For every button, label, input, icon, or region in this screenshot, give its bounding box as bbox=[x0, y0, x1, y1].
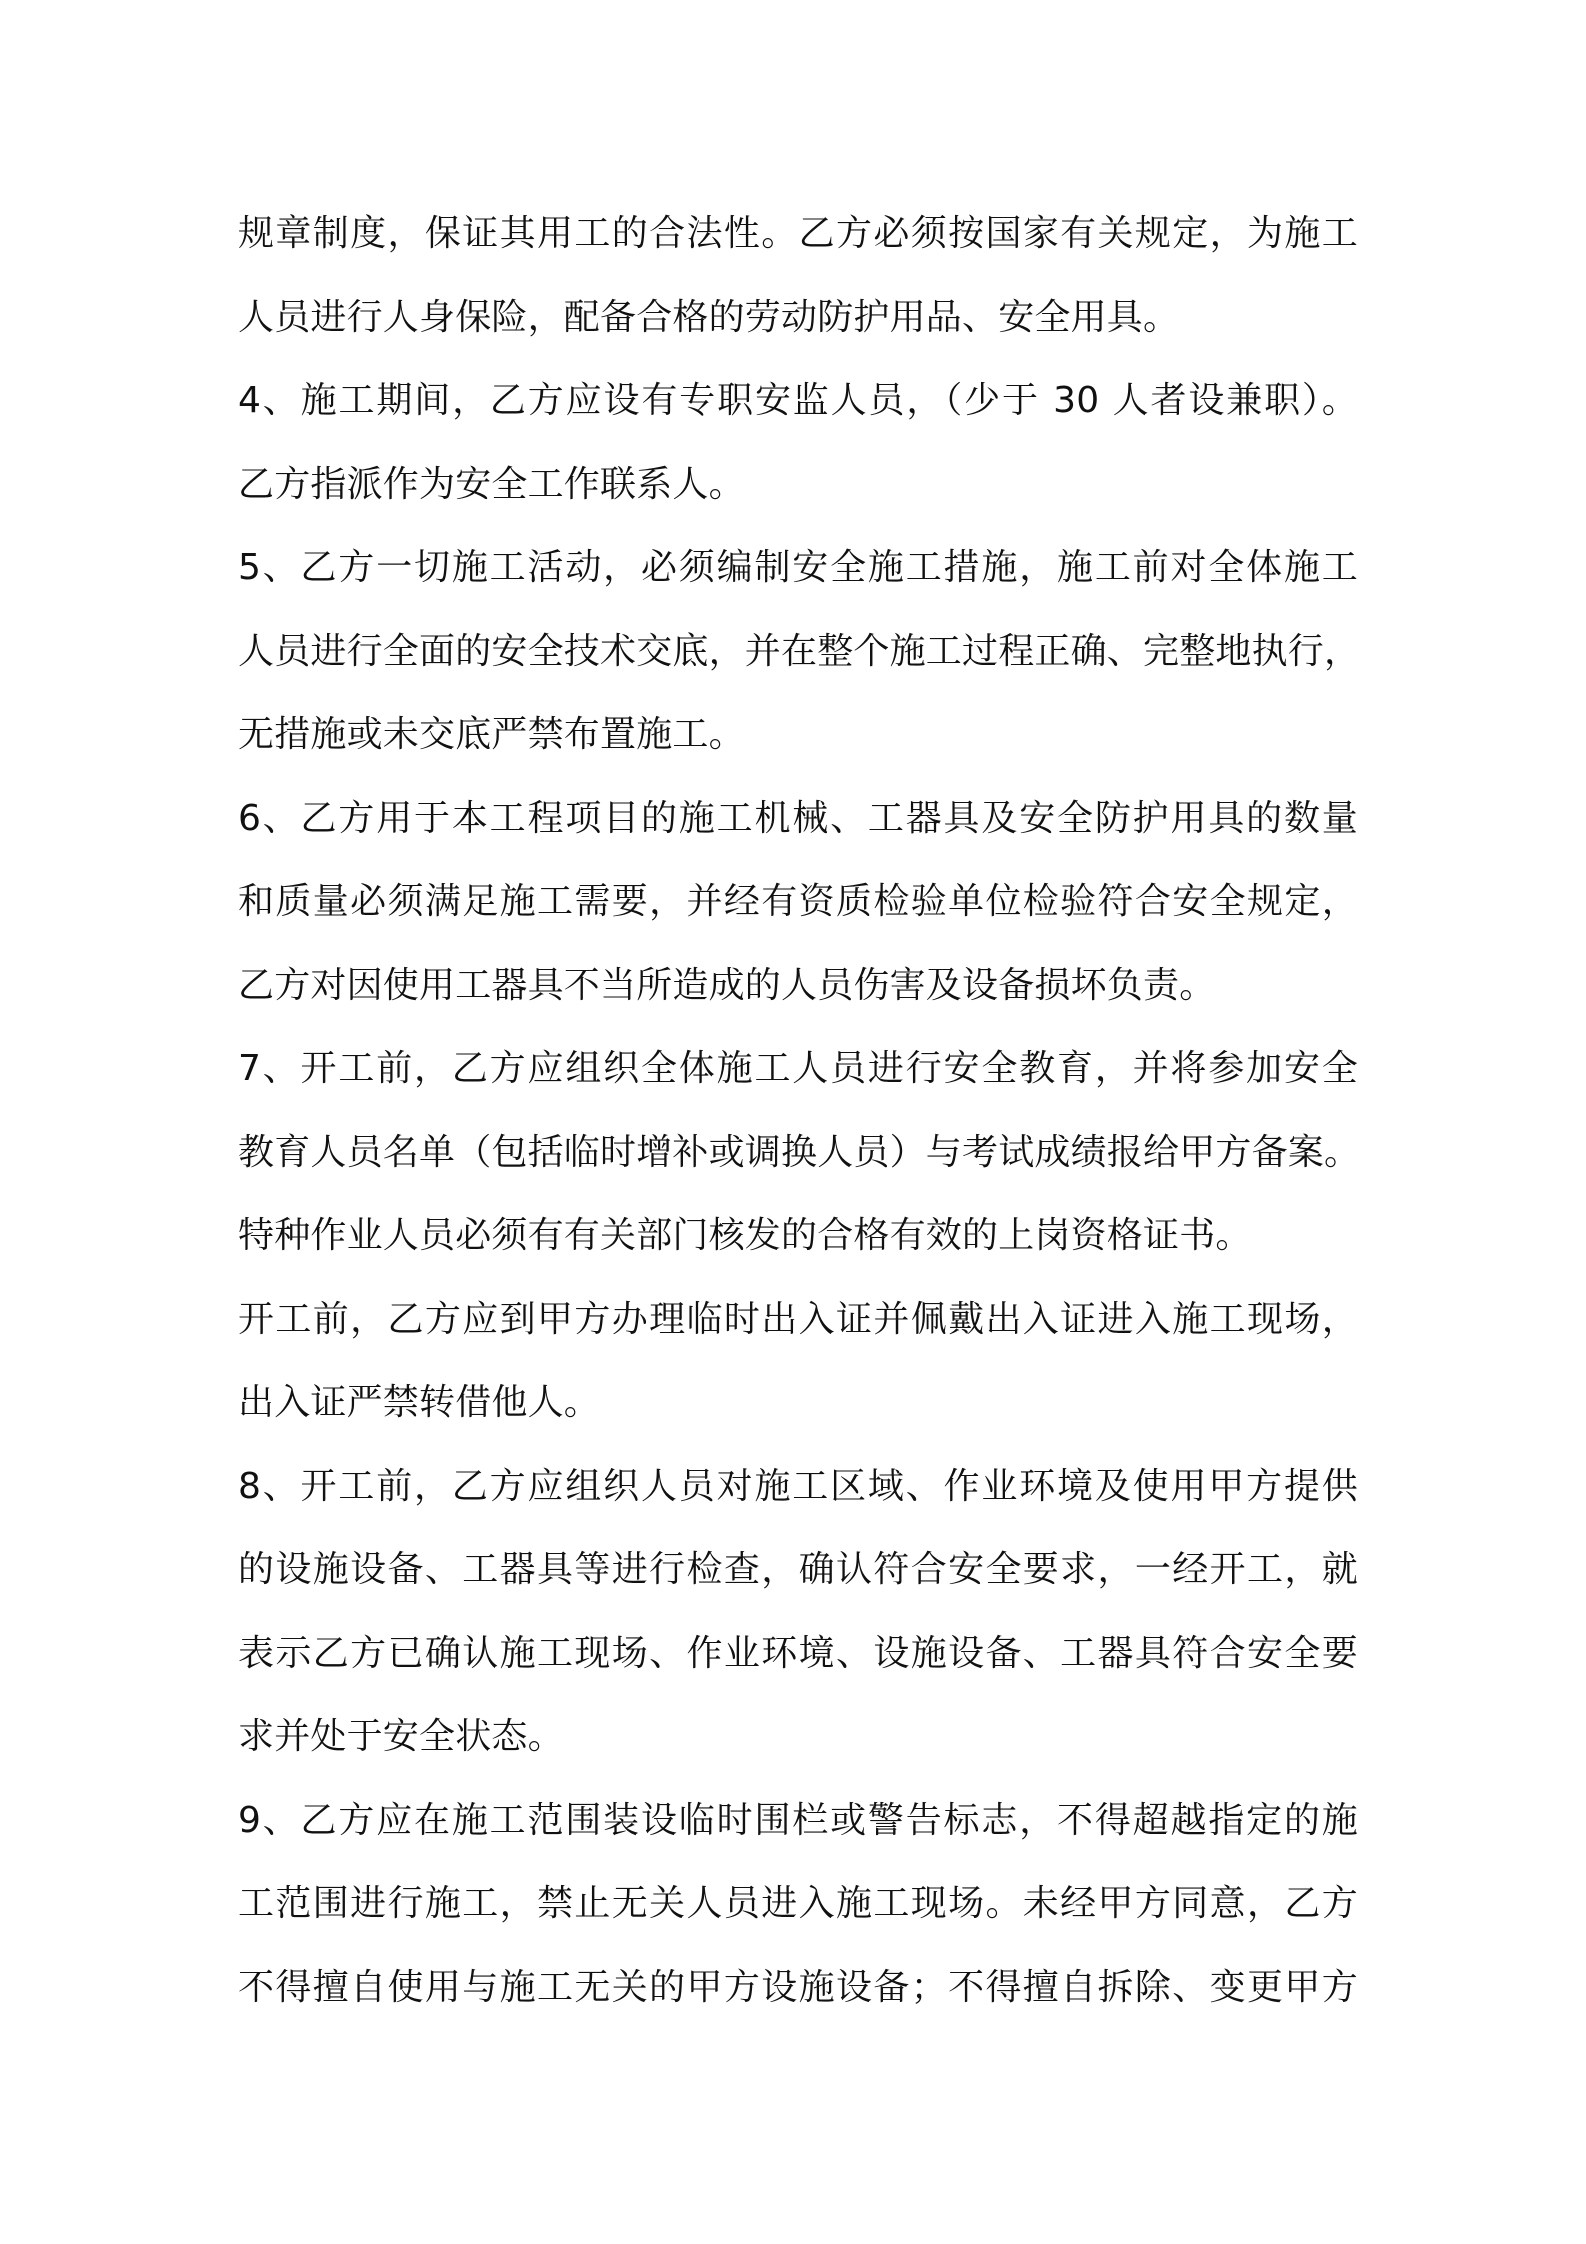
text-line: 人员进行全面的安全技术交底，并在整个施工过程正确、完整地执行， bbox=[238, 630, 1361, 672]
text-line: 无措施或未交底严禁布置施工。 bbox=[238, 714, 745, 755]
text-line: 出入证严禁转借他人。 bbox=[238, 1382, 601, 1423]
text-line: 乙方指派作为安全工作联系人。 bbox=[238, 463, 745, 505]
text-line: 6、乙方用于本工程项目的施工机械、工器具及安全防护用具的数量 bbox=[238, 797, 1358, 839]
text-line: 5、乙方一切施工活动，必须编制安全施工措施，施工前对全体施工 bbox=[238, 547, 1358, 588]
text-line: 特种作业人员必须有有关部门核发的合格有效的上岗资格证书。 bbox=[238, 1215, 1252, 1256]
text-line: 表示乙方已确认施工现场、作业环境、设施设备、工器具符合安全要 bbox=[238, 1632, 1358, 1674]
text-line: 4、施工期间，乙方应设有专职安监人员，（少于 30 人者设兼职）。 bbox=[238, 380, 1358, 421]
text-line: 的设施设备、工器具等进行检查，确认符合安全要求，一经开工，就 bbox=[238, 1549, 1358, 1590]
text-line: 求并处于安全状态。 bbox=[238, 1716, 564, 1757]
text-line: 7、开工前，乙方应组织全体施工人员进行安全教育，并将参加安全 bbox=[238, 1048, 1358, 1089]
text-line: 和质量必须满足施工需要，并经有资质检验单位检验符合安全规定， bbox=[238, 881, 1358, 922]
text-line: 开工前，乙方应到甲方办理临时出入证并佩戴出入证进入施工现场， bbox=[238, 1298, 1358, 1340]
document-body bbox=[238, 192, 1361, 2029]
text-line: 规章制度，保证其用工的合法性。乙方必须按国家有关规定，为施工 bbox=[238, 213, 1358, 254]
text-line: 8、开工前，乙方应组织人员对施工区域、作业环境及使用甲方提供 bbox=[238, 1465, 1358, 1507]
text-line: 9、乙方应在施工范围装设临时围栏或警告标志，不得超越指定的施 bbox=[238, 1799, 1358, 1841]
text-line: 不得擅自使用与施工无关的甲方设施设备；不得擅自拆除、变更甲方 bbox=[238, 1966, 1358, 2008]
text-line: 教育人员名单（包括临时增补或调换人员）与考试成绩报给甲方备案。 bbox=[238, 1131, 1361, 1173]
text-line: 乙方对因使用工器具不当所造成的人员伤害及设备损坏负责。 bbox=[238, 964, 1216, 1006]
text-line: 人员进行人身保险，配备合格的劳动防护用品、安全用具。 bbox=[238, 296, 1180, 338]
text-line: 工范围进行施工，禁止无关人员进入施工现场。未经甲方同意，乙方 bbox=[238, 1883, 1358, 1924]
